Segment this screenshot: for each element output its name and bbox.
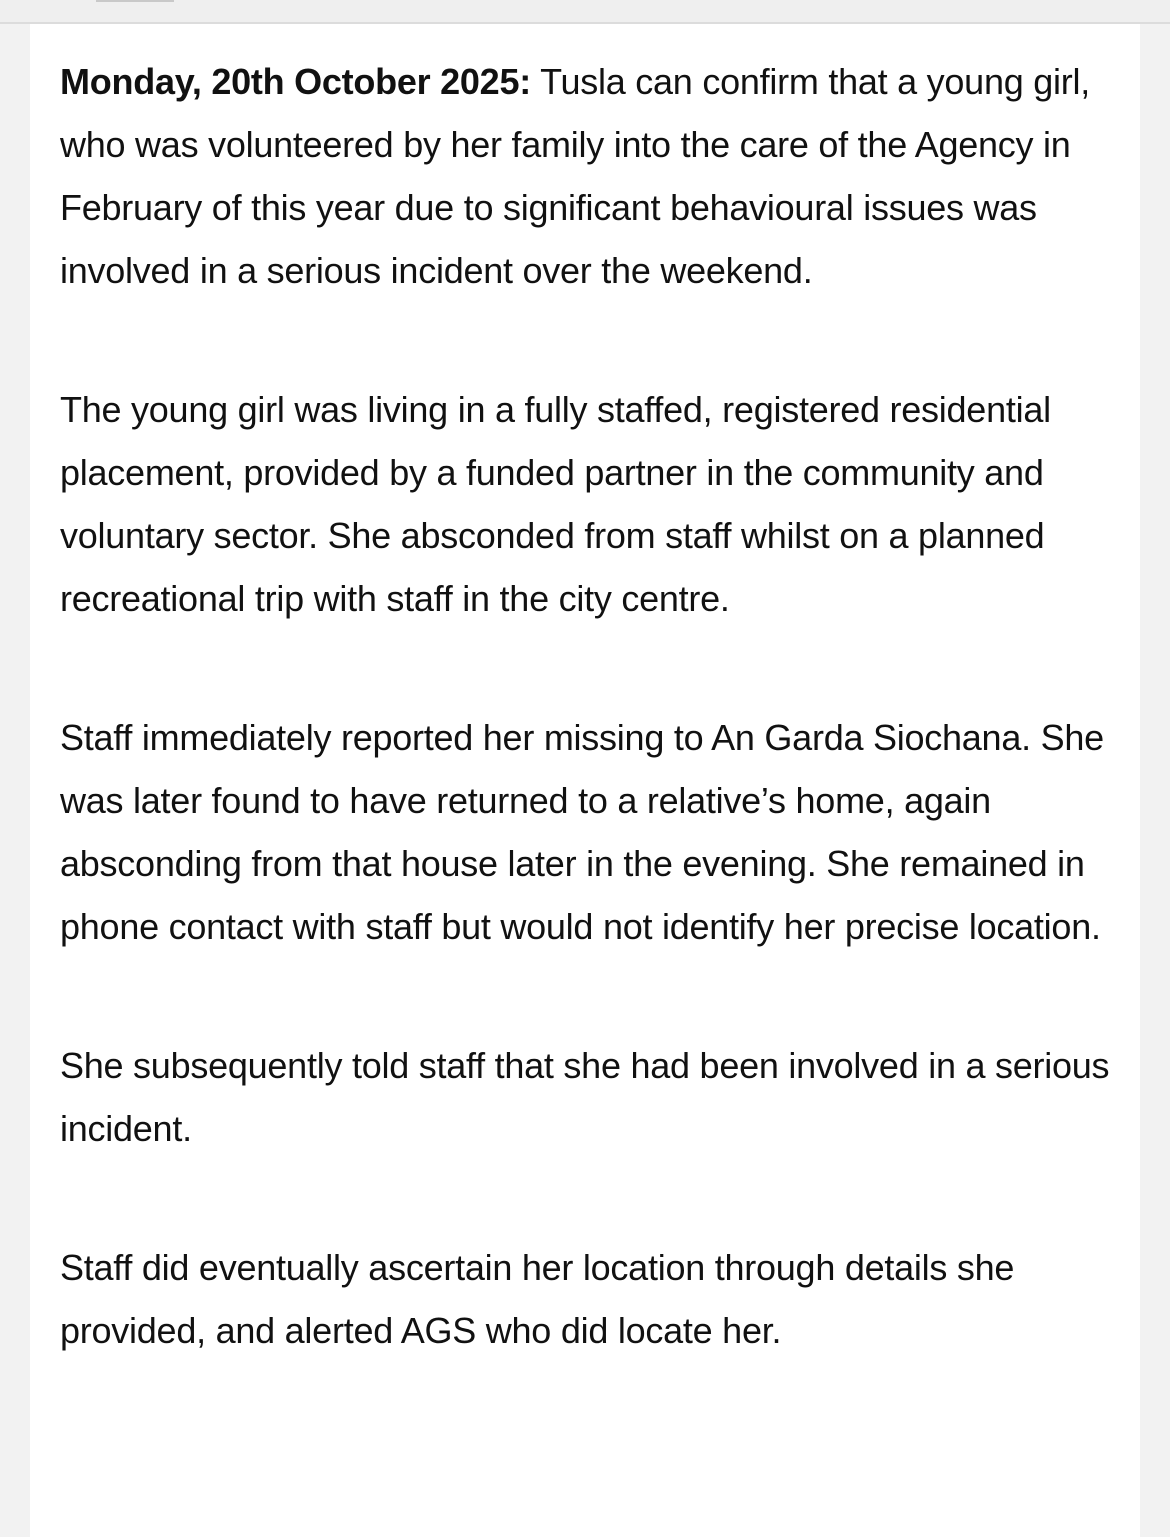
paragraph-placement: The young girl was living in a fully staffed, registered residential placement, provided by a funded partner in the community and voluntary sector. She absconded from staff whilst on a planned recreational trip with staff in the city centre. bbox=[60, 389, 1051, 619]
top-tab-indicator bbox=[96, 0, 174, 2]
left-gutter bbox=[0, 24, 30, 1537]
right-gutter bbox=[1140, 24, 1170, 1537]
top-bar bbox=[0, 0, 1170, 24]
paragraph-location-found: Staff did eventually ascertain her location through details she provided, and alerted AGS who did locate her. bbox=[60, 1247, 1015, 1351]
article-body bbox=[30, 24, 1140, 1537]
intro-text: Tusla can confirm that a young girl, who was volunteered by her family into the care of the Agency in February of this year due to significant behavioural issues was involved in a serious incident over the weekend. bbox=[60, 61, 1091, 291]
date-lead: Monday, 20th October 2025: bbox=[60, 61, 531, 102]
intro-paragraph bbox=[60, 50, 1110, 302]
paragraph-missing-report: Staff immediately reported her missing to An Garda Siochana. She was later found to have returned to a relative’s home, again absconding from that house later in the evening. She remained in phone contact with staff but would not identify her precise location. bbox=[60, 717, 1104, 947]
paragraph-serious-incident: She subsequently told staff that she had been involved in a serious incident. bbox=[60, 1045, 1110, 1149]
